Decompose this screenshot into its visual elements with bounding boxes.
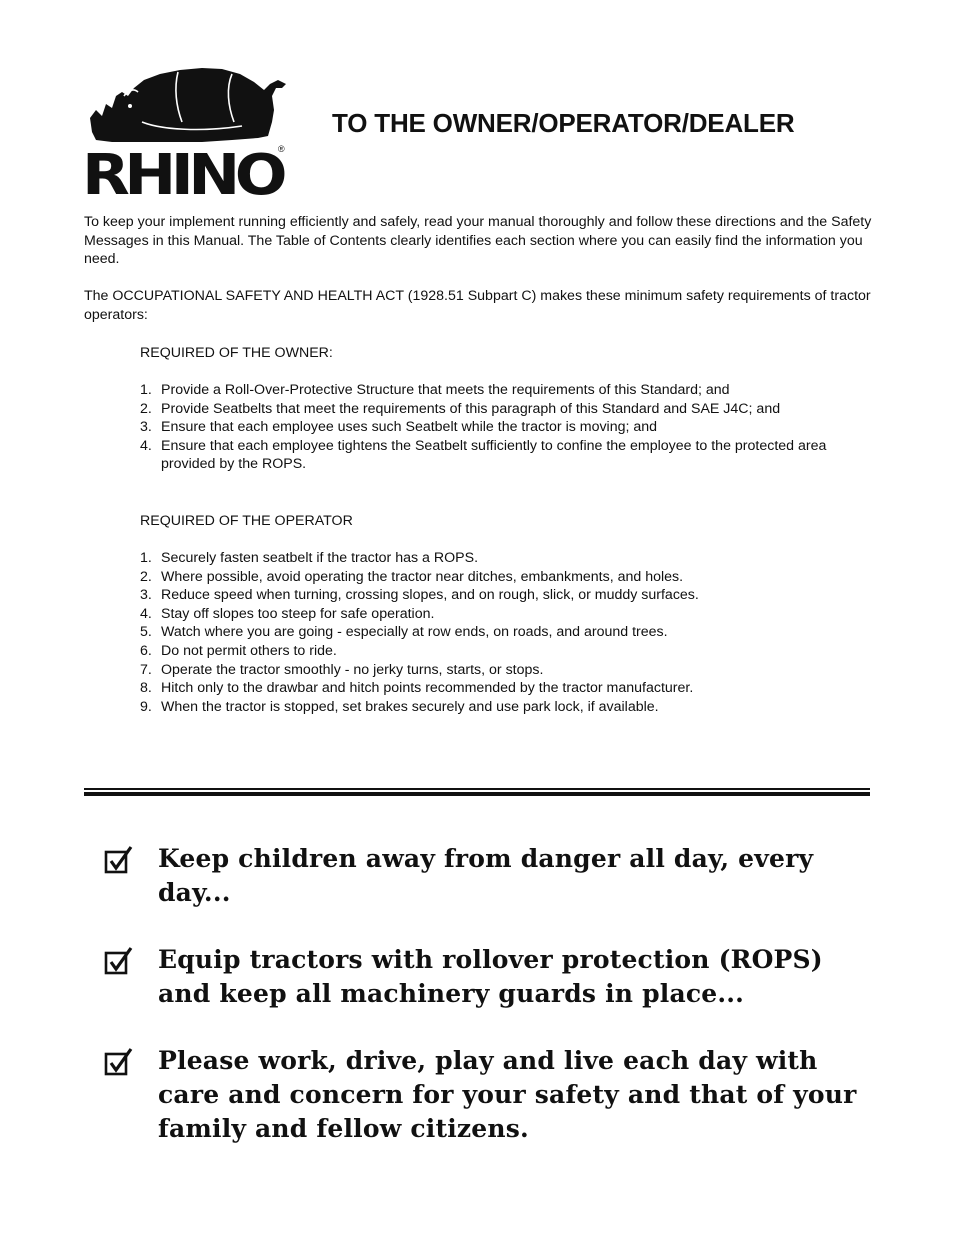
- divider: [84, 792, 870, 796]
- checkbox-checked-icon: [104, 1048, 134, 1078]
- owner-requirements-heading: REQUIRED OF THE OWNER:: [140, 345, 333, 361]
- rhino-logo: [82, 66, 292, 198]
- list-item: 9. When the tractor is stopped, set brakes securely and use park lock, if available.: [140, 698, 659, 715]
- rhino-logo-icon: [82, 66, 292, 198]
- list-item: 5. Watch where you are going - especially at row ends, on roads, and around trees.: [140, 624, 668, 641]
- checklist-text: Please work, drive, play and live each day with care and concern for your safety and that of your family and fellow citizens.: [158, 1046, 857, 1143]
- checklist-text: Keep children away from danger all day, every day...: [158, 844, 814, 907]
- page-title: TO THE OWNER/OPERATOR/DEALER: [332, 108, 795, 138]
- list-item: 7. Operate the tractor smoothly - no jerky turns, starts, or stops.: [140, 661, 544, 678]
- list-item: 2. Provide Seatbelts that meet the requirements of this paragraph of this Standard and SAE J4C; and: [140, 400, 781, 417]
- owner-requirements-list: [140, 381, 875, 474]
- checkbox-checked-icon: [104, 947, 134, 977]
- list-item: 4. Stay off slopes too steep for safe operation.: [140, 605, 435, 622]
- list-item: 2. Where possible, avoid operating the tractor near ditches, embankments, and holes.: [140, 568, 684, 585]
- list-item: 4. Ensure that each employee tightens the Seatbelt sufficiently to confine the employee to the protected area provided by the ROPS.: [140, 437, 827, 473]
- divider: [84, 788, 870, 790]
- registered-mark: ®: [278, 144, 285, 154]
- checklist-text: Equip tractors with rollover protection (ROPS) and keep all machinery guards in place...: [158, 945, 823, 1008]
- list-item: 1. Provide a Roll-Over-Protective Structure that meets the requirements of this Standard; and: [140, 382, 730, 398]
- intro-paragraph: To keep your implement running efficiently and safely, read your manual thoroughly and follow these directions and the Safety Messages in this Manual. The Table of Contents clearly identifies each section where you can easily find the information you need.: [84, 214, 872, 268]
- brand-wordmark: RHINO: [82, 143, 285, 198]
- list-item: 1. Securely fasten seatbelt if the tractor has a ROPS.: [140, 550, 479, 566]
- list-item: 3. Reduce speed when turning, crossing slopes, and on rough, slick, or muddy surfaces.: [140, 587, 699, 604]
- list-item: 6. Do not permit others to ride.: [140, 642, 337, 659]
- list-item: 3. Ensure that each employee uses such Seatbelt while the tractor is moving; and: [140, 419, 658, 436]
- osha-paragraph: The OCCUPATIONAL SAFETY AND HEALTH ACT (1928.51 Subpart C) makes these minimum safety requirements of tractor operators:: [84, 288, 871, 323]
- operator-requirements-heading: REQUIRED OF THE OPERATOR: [140, 513, 353, 529]
- checkbox-checked-icon: [104, 846, 134, 876]
- operator-requirements-list: [140, 549, 875, 716]
- list-item: 8. Hitch only to the drawbar and hitch points recommended by the tractor manufacturer.: [140, 680, 694, 697]
